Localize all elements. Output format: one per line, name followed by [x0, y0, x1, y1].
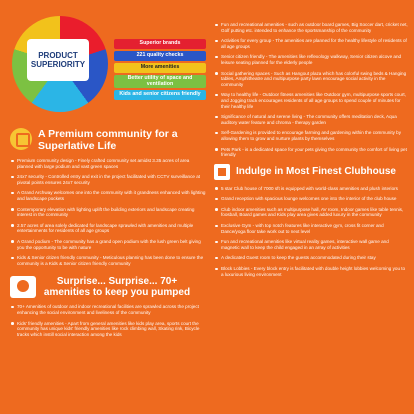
list-item: Grand reception with spacious lounge welcomes one into the interior of the club house	[214, 196, 408, 202]
list-item: Senior citizen friendly - The amenities like reflexology walkway, Senior citizen alcove and leisure seating planned for the elderly people	[214, 54, 408, 65]
bar-space-ventilation: Better utility of space and ventilation	[114, 75, 206, 88]
clubhouse-icon	[214, 164, 230, 180]
list-item: Way to healthy life - Outdoor fitness amenities like Outdoor gym, multipurpose sports court, and Jogging track encourages residents of all age groups to spend couple of minutes for their healthy life	[214, 92, 408, 109]
surprise-section-title: Surprise... Surprise... 70+ amenities to keep you pumped	[43, 276, 191, 299]
list-item: Exclusive Gym - with top notch features like interactive gym, cross fit corner and Dance/yoga floor take work out to next level	[214, 223, 408, 234]
bar-kids-seniors: Kids and senior citizens friendly	[114, 90, 206, 100]
clubhouse-list	[214, 186, 408, 278]
bar-more-amenities: More amenities	[114, 63, 206, 73]
list-item: 70+ Amenities of outdoor and indoor recreational facilities are sprawled across the project enhancing the social environment and liveliness of the community	[10, 304, 206, 315]
list-item: A dedicated Guest room to keep the guests accommodated during their stay	[214, 255, 408, 261]
list-item: Pets Park - is a dedicated space for your pets giving the community the comfort of living pet friendly	[214, 147, 408, 158]
premium-section-title: A Premium community for a Superlative Life	[38, 128, 178, 152]
gift-icon	[10, 276, 36, 298]
left-column	[10, 12, 206, 342]
superiority-hub	[27, 39, 89, 81]
bar-superior-brands: Superior brands	[114, 39, 206, 49]
surprise-list	[10, 304, 206, 337]
list-item: Kids & Senior citizen friendly community - Meticulous planning has been done to ensure the community is a Kids & Senior citizen friendly community	[10, 255, 206, 266]
premium-section-header	[10, 128, 206, 152]
infographic-center-label: PRODUCT SUPERIORITY	[30, 51, 86, 69]
list-item: Self-Gardening is provided to encourage farming and gardening within the community by allowing them to grow and nurture plants by themselves	[214, 130, 408, 141]
list-item: Social gathering spaces - Such as Hangout plaza which has colorful swing beds & Hanging tables, Amphitheatre and multipurpose party lawn encourage social activity in the community	[214, 71, 408, 88]
list-item: Club indoor amenities such as multipurpose hall, AV room, Indoor games like table tennis, foosball, Board games and Kids play area gives added luxury in the community	[214, 207, 408, 218]
list-item: 2.57 acres of area solely dedicated for landscape sprawled with amenities and multiple entertainments for residents of all age groups	[10, 223, 206, 234]
product-superiority-infographic	[10, 12, 206, 116]
list-item: A Grand podium - The community has a grand open podium with the lush green belt giving you the opportunity to be with nature	[10, 239, 206, 250]
list-item: Significance of natural and serene living - The community offers meditation deck, Aqua auditory water feature and chroma - therapy garden	[214, 114, 408, 125]
bar-quality-checks: 221 quality checks	[114, 51, 206, 61]
superiority-bars	[114, 39, 206, 102]
list-item: A Grand Archway welcomes one into the community with it grandness enhanced with lighting and landscape pockets	[10, 190, 206, 201]
list-item: Contemporary elevation with lighting uplift the building exteriors and landscape creating interest in the community	[10, 207, 206, 218]
list-item: Block Lobbies - Every block entry is facilitated with double height lobbies welcoming you to a luxurious living environment	[214, 266, 408, 277]
list-item: Kids' friendly amenities - Apart from general amenities like kids play area, sports court the community has unique kids' friendly amenities like rock climbing wall, Skating rink, Bicycle tracks which instill social interaction among the kids	[10, 321, 206, 338]
amenities-list	[214, 22, 408, 158]
premium-list	[10, 158, 206, 266]
list-item: Fun and recreational amenities - such as outdoor board games, Big Soccer dart, cricket net, Golf putting etc. intended to enhance the sportsmanship of the community	[214, 22, 408, 33]
right-column	[214, 22, 408, 282]
surprise-section-header	[10, 276, 206, 298]
premium-community-icon	[10, 128, 32, 150]
list-item: 5 star Club house of 7000 sft is equipped with world-class amenities and plush interiors	[214, 186, 408, 192]
list-item: 24x7 security - Controlled entry and exit in the project facilitated with CCTV surveillance at pivotal points ensures 24x7 security	[10, 174, 206, 185]
list-item: Fun and recreational amenities like virtual reality games, interactive wall game and magnetic wall to keep the child engaged in an array of activities	[214, 239, 408, 250]
clubhouse-section-header	[214, 164, 408, 180]
list-item: Premium community design - Finely crafted community set amidst 3.35 acres of area planned with large podium and vast green spaces	[10, 158, 206, 169]
list-item: Activities for every group - The amenities are planned for the healthy lifestyle of residents of all age groups	[214, 38, 408, 49]
clubhouse-section-title: Indulge in Most Finest Clubhouse	[236, 166, 396, 178]
